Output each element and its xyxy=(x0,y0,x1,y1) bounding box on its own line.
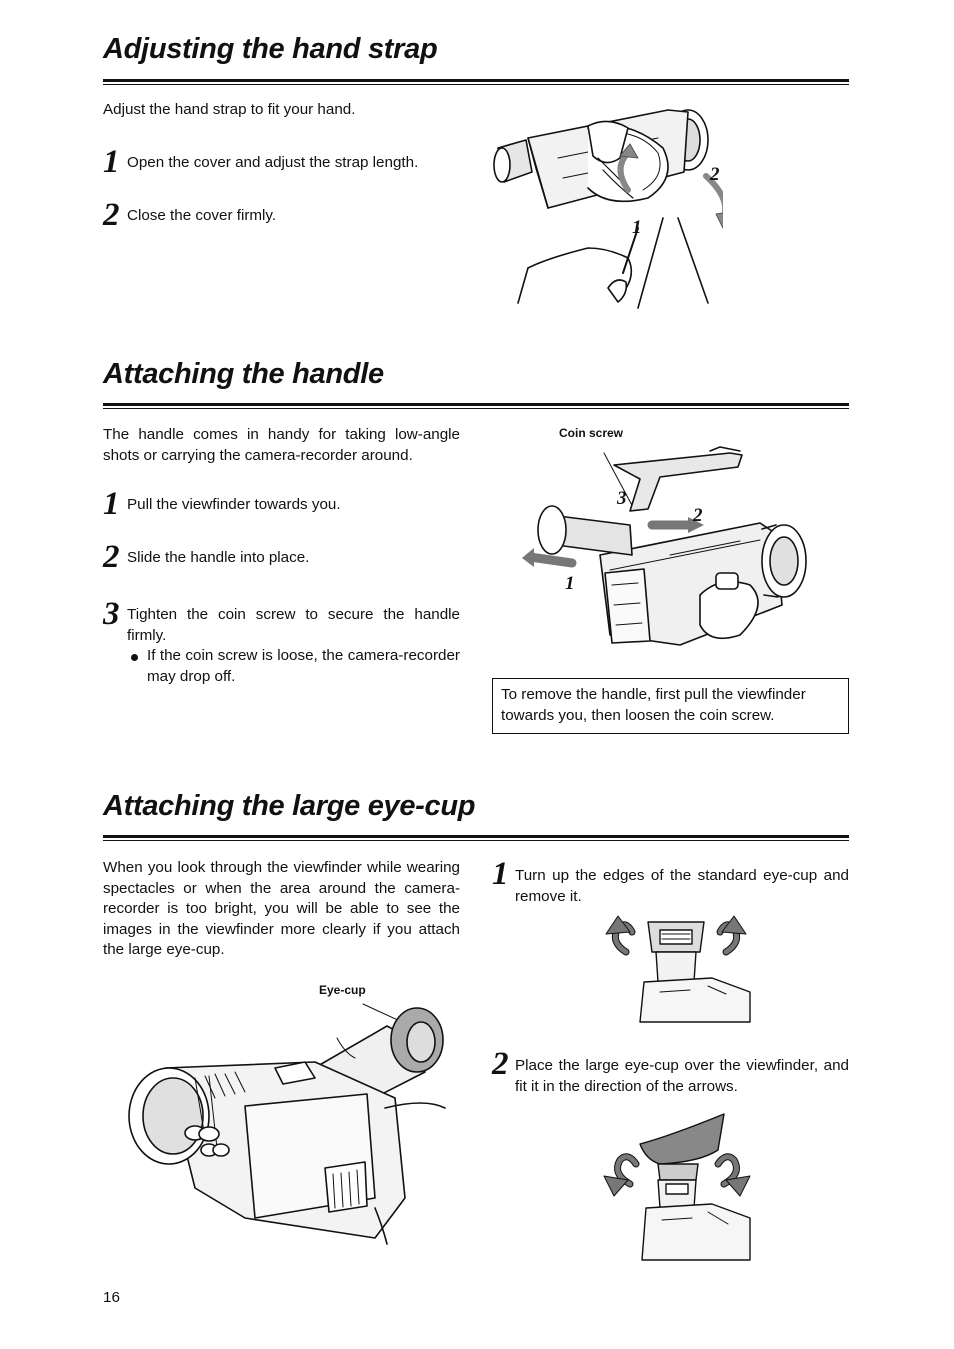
step-number: 3 xyxy=(103,596,120,632)
figure-label: 2 xyxy=(710,164,720,185)
step-number: 2 xyxy=(103,197,120,233)
step-text: Turn up the edges of the standard eye-cup and remove it. xyxy=(515,867,849,905)
step-number: 1 xyxy=(103,144,120,180)
figure-label: 1 xyxy=(565,573,575,594)
section-rule xyxy=(103,835,849,841)
eyecup-callout: Eye-cup xyxy=(319,983,366,997)
figure-label: 3 xyxy=(617,488,627,509)
figure-label: 1 xyxy=(632,217,642,238)
bullet-text: If the coin screw is loose, the camera-recorder may drop off. xyxy=(147,647,460,685)
step-number: 1 xyxy=(492,856,509,892)
attach-large-eyecup-illustration xyxy=(600,1108,754,1262)
handle-intro: The handle comes in handy for taking low-angle shots or carrying the camera-recorder around. xyxy=(103,426,460,464)
step-number: 2 xyxy=(103,539,120,575)
remove-eyecup-illustration xyxy=(600,912,752,1024)
step-number: 2 xyxy=(492,1046,509,1082)
section-title-handle: Attaching the handle xyxy=(103,358,384,390)
hand-strap-illustration xyxy=(488,98,723,322)
section-title-eyecup: Attaching the large eye-cup xyxy=(103,790,476,822)
section-title-hand-strap: Adjusting the hand strap xyxy=(103,33,438,65)
step-text: Place the large eye-cup over the viewfinder, and fit it in the direction of the arrows. xyxy=(515,1057,849,1095)
remove-handle-note: To remove the handle, first pull the viewfinder towards you, then loosen the coin screw. xyxy=(492,678,849,734)
step-text: Open the cover and adjust the strap length. xyxy=(127,154,419,171)
handle-illustration xyxy=(520,445,812,665)
step-text: Pull the viewfinder towards you. xyxy=(127,496,341,513)
eyecup-camera-illustration xyxy=(125,998,450,1250)
figure-label: 2 xyxy=(693,505,703,526)
coin-screw-callout: Coin screw xyxy=(559,426,624,440)
step-text: Slide the handle into place. xyxy=(127,549,310,566)
step-number: 1 xyxy=(103,486,120,522)
step-text: Tighten the coin screw to secure the handle firmly. xyxy=(127,606,460,644)
section-rule xyxy=(103,403,849,409)
hand-strap-intro: Adjust the hand strap to fit your hand. xyxy=(103,101,356,118)
section-rule xyxy=(103,79,849,85)
step-text: Close the cover firmly. xyxy=(127,207,277,224)
eyecup-intro: When you look through the viewfinder while wearing spectacles or when the area around the camera-recorder is too bright, you will be able to see the images in the viewfinder more clearly if you attach the large eye-cup. xyxy=(103,859,460,958)
page-number: 16 xyxy=(103,1289,120,1306)
bullet-dot xyxy=(131,654,138,661)
